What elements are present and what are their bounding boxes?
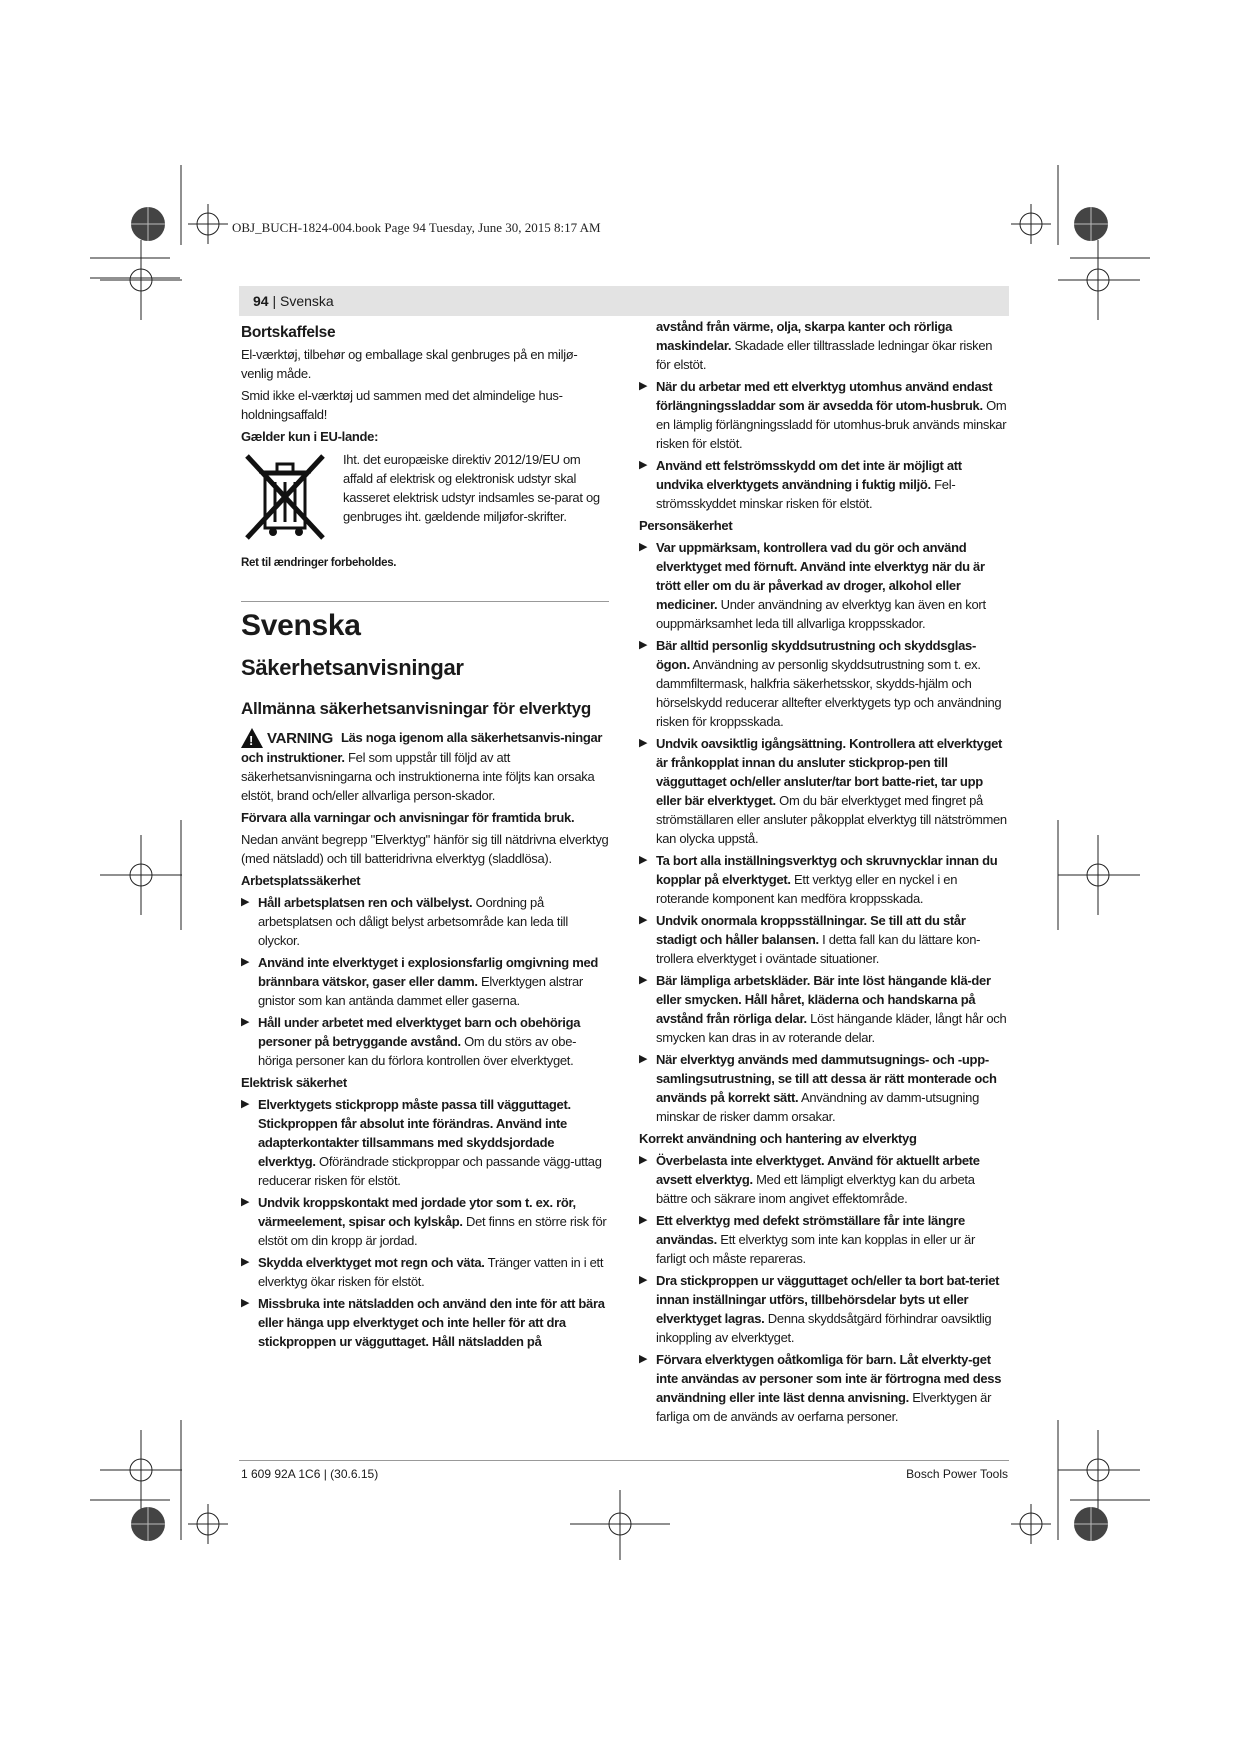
item-text: Användning av personlig skyddsutrustning som t. ex. dammfiltermask, halkfria säkerhetsskor, skydds-hjälm och hörselskydd reducerar alltefter elverktygets typ och användning risken för kroppsskada. [656, 657, 1002, 729]
korrekt-list [639, 1151, 1007, 1426]
item-bold: Håll under arbetet med elverktyget barn och obehöriga personer på betryggande avstånd. [258, 1015, 581, 1049]
paragraph: Smid ikke el-værktøj ud sammen med det almindelige hus-holdningsaffald! [241, 388, 563, 422]
elektrisk2-list [639, 377, 1007, 513]
page-header-bar [239, 286, 1009, 316]
item-text: Löst hängande kläder, långt hår och smycken kan dras in av roterande delar. [656, 1011, 1007, 1045]
left-column [241, 323, 609, 1354]
bullet-arrow-icon: ▶ [241, 1297, 250, 1309]
item-bold: Undvik kroppskontakt med jordade ytor som t. ex. rör, värmeelement, spisar och kylskåp. [258, 1195, 576, 1229]
bullet-arrow-icon: ▶ [639, 1274, 648, 1286]
bullet-arrow-icon: ▶ [639, 459, 648, 471]
item-bold: Använd inte elverktyget i explosionsfarlig omgivning med brännbara vätskor, gaser eller damm. [258, 955, 599, 989]
footer-brand: Bosch Power Tools [906, 1467, 1008, 1481]
weee-text: Iht. det europæiske direktiv 2012/19/EU om affald af elektrisk og elektronisk udstyr skal kasseret elektrisk udstyr indsamles se-parat og genbruges iht. gældende miljøfor-skrifter. [343, 452, 600, 524]
item-bold: Missbruka inte nätsladden och använd den inte för att bära eller hänga upp elverktyget och inte heller för att dra stickproppen ur vägguttaget. Håll nätsladden på [258, 1296, 605, 1349]
bullet-arrow-icon: ▶ [639, 914, 648, 926]
item-text: Fel-strömsskyddet minskar risken för elstöt. [656, 477, 956, 511]
item-text: Användning av damm-utsugning minskar de risker damm orsakar. [656, 1090, 980, 1124]
list-item [639, 636, 1007, 731]
item-bold: Skydda elverktyget mot regn och väta. [258, 1255, 485, 1270]
item-bold: Ett elverktyg med defekt strömställare får inte längre användas. [656, 1213, 965, 1247]
item-text: Oordning på arbetsplatsen och dåligt belyst arbetsområde kan leda till olyckor. [258, 895, 568, 948]
list-item [241, 953, 609, 1010]
item-bold: När elverktyg används med dammutsugnings- och -upp-samlingsutrustning, se till att dessa är rätt monterade och används på korrekt sätt. [656, 1052, 997, 1105]
bullet-arrow-icon: ▶ [241, 896, 250, 908]
item-text: Denna skyddsåtgärd förhindrar oavsiktlig inkoppling av elverktyget. [656, 1311, 992, 1345]
svenska-heading: Svenska [241, 609, 361, 642]
list-item [639, 1050, 1007, 1126]
list-item [241, 893, 609, 950]
warning-label: VARNING [267, 729, 333, 747]
list-item [241, 1013, 609, 1070]
list-item [639, 911, 1007, 968]
list-item [241, 1193, 609, 1250]
list-item [639, 1211, 1007, 1268]
warning-paragraph [241, 728, 609, 805]
item-bold: Bär alltid personlig skyddsutrustning och skyddsglas-ögon. [656, 638, 976, 672]
item-text: Elverktygen är farliga om de används av oerfarna personer. [656, 1390, 992, 1424]
list-item [639, 734, 1007, 848]
item-text: Om en lämplig förlängningssladd för utomhus-bruk används minskar risken för elstöt. [656, 398, 1007, 451]
item-text: Om du bär elverktyget med fingret på strömställaren eller ansluter påkopplat elverktyg till nätströmmen kan olycka uppstå. [656, 793, 1007, 846]
bullet-arrow-icon: ▶ [639, 1053, 648, 1065]
item-bold: Förvara elverktygen oåtkomliga för barn. Låt elverkty-get inte användas av personer som inte är förtrogna med dess användning eller inte läst denna anvisning. [656, 1352, 1002, 1405]
bortskaffelse-heading: Bortskaffelse [241, 324, 336, 341]
list-item [639, 1350, 1007, 1426]
list-item [639, 538, 1007, 633]
crossed-bin-icon [241, 450, 331, 542]
item-bold: Bär lämpliga arbetskläder. Bär inte löst hängande klä-der eller smycken. Håll håret, kläderna och handskarna på avstånd från rörliga delar. [656, 973, 991, 1026]
item-bold: Elverktygets stickpropp måste passa till vägguttaget. Stickproppen får absolut inte förändras. Använd inte adapterkontakter tillsammans med skyddsjordade elverktyg. [258, 1097, 571, 1169]
item-bold: Undvik oavsiktlig igångsättning. Kontrollera att elverktyget är frånkopplat innan du ansluter stickprop-pen till vägguttaget och/eller ansluter/tar bort batte-riet, tar upp eller bär elverktyget. [656, 736, 1003, 808]
item-text: Elverktygen alstrar gnistor som kan antända dammet eller gaserna. [258, 974, 583, 1008]
person-list [639, 538, 1007, 1126]
list-item [241, 1253, 609, 1291]
person-heading: Personsäkerhet [639, 518, 733, 533]
forvara-note: Förvara alla varningar och anvisningar för framtida bruk. [241, 810, 575, 825]
elektrisk-list [241, 1095, 609, 1351]
section-divider [241, 601, 609, 602]
changes-note: Ret til ændringer forbeholdes. [241, 557, 397, 569]
bullet-arrow-icon: ▶ [639, 1154, 648, 1166]
item-text: Under användning av elverktyg kan även en kort ouppmärksamhet leda till allvarliga kroppsskador. [656, 597, 986, 631]
header-section: Svenska [280, 293, 334, 309]
footer-doc-number: 1 609 92A 1C6 | (30.6.15) [241, 1467, 379, 1481]
item-text: I detta fall kan du lättare kon-trollera elverktyget i oväntade situationer. [656, 932, 981, 966]
paragraph: El-værktøj, tilbehør og emballage skal genbruges på en miljø-venlig måde. [241, 347, 578, 381]
warning-bold: Läs noga igenom alla säkerhetsanvis-ningar och instruktioner. [241, 730, 603, 765]
list-item [639, 851, 1007, 908]
item-bold: Ta bort alla inställningsverktyg och skruvnycklar innan du kopplar på elverktyget. [656, 853, 998, 887]
item-text: Med ett lämpligt elverktyg kan du arbeta bättre och säkrare inom angivet effektområde. [656, 1172, 975, 1206]
bullet-arrow-icon: ▶ [639, 974, 648, 986]
allmanna-heading: Allmänna säkerhetsanvisningar för elverktyg [241, 699, 591, 718]
right-column [639, 317, 1007, 1429]
korrekt-heading: Korrekt användning och hantering av elverktyg [639, 1131, 917, 1146]
item-text: Ett elverktyg som inte kan kopplas in eller ur är farligt och måste repareras. [656, 1232, 976, 1266]
bullet-arrow-icon: ▶ [241, 956, 250, 968]
sakerhet-heading: Säkerhetsanvisningar [241, 655, 464, 680]
bullet-arrow-icon: ▶ [639, 541, 648, 553]
item-text: Tränger vatten in i ett elverktyg ökar risken för elstöt. [258, 1255, 604, 1289]
item-bold: Håll arbetsplatsen ren och välbelyst. [258, 895, 473, 910]
item-text: Ett verktyg eller en nyckel i en roterande komponent kan medföra kroppsskada. [656, 872, 958, 906]
weee-block [241, 450, 609, 542]
continued-text: Skadade eller tilltrasslade ledningar ökar risken för elstöt. [656, 338, 993, 372]
warning-badge [241, 728, 333, 748]
list-item [639, 1151, 1007, 1208]
page-number: 94 [253, 293, 269, 309]
list-item [639, 971, 1007, 1047]
print-header-line: OBJ_BUCH-1824-004.book Page 94 Tuesday, June 30, 2015 8:17 AM [232, 220, 601, 235]
bullet-arrow-icon: ▶ [639, 1353, 648, 1365]
elektrisk-heading: Elektrisk säkerhet [241, 1075, 347, 1090]
bullet-arrow-icon: ▶ [241, 1016, 250, 1028]
continued-bold: avstånd från värme, olja, skarpa kanter och rörliga maskindelar. [656, 319, 953, 353]
list-item [241, 1095, 609, 1190]
bullet-arrow-icon: ▶ [241, 1098, 250, 1110]
header-separator: | [268, 293, 280, 309]
bullet-arrow-icon: ▶ [639, 1214, 648, 1226]
footer-rule [239, 1460, 1009, 1461]
bullet-arrow-icon: ▶ [639, 380, 648, 392]
item-bold: När du arbetar med ett elverktyg utomhus använd endast förlängningssladdar som är avsedda för utom-husbruk. [656, 379, 993, 413]
list-item [639, 1271, 1007, 1347]
arbetsplats-list [241, 893, 609, 1070]
item-text: Oförändrade stickproppar och passande vägg-uttag reducerar risken för elstöt. [258, 1154, 602, 1188]
continued-paragraph [639, 317, 1007, 374]
item-bold: Undvik onormala kroppsställningar. Se till att du står stadigt och håller balansen. [656, 913, 966, 947]
list-item [639, 456, 1007, 513]
item-text: Det finns en större risk för elstöt om din kropp är jordad. [258, 1214, 607, 1248]
list-item [241, 1294, 609, 1351]
paragraph: Nedan använt begrepp "Elverktyg" hänför sig till nätdrivna elverktyg (med nätsladd) och till batteridrivna elverktyg (sladdlösa). [241, 832, 609, 866]
arbetsplats-heading: Arbetsplatssäkerhet [241, 873, 361, 888]
bullet-arrow-icon: ▶ [639, 639, 648, 651]
bullet-arrow-icon: ▶ [241, 1256, 250, 1268]
warning-triangle-icon: ! [241, 728, 263, 748]
item-bold: Dra stickproppen ur vägguttaget och/eller ta bort bat-teriet innan inställningar utförs, tillbehörsdelar byts ut eller elverktyget lagras. [656, 1273, 1000, 1326]
warning-rest: Fel som uppstår till följd av att säkerhetsanvisningarna och instruktionerna inte följts kan orsaka elstöt, brand och/eller allvarliga person-skador. [241, 750, 595, 803]
bullet-arrow-icon: ▶ [241, 1196, 250, 1208]
bullet-arrow-icon: ▶ [639, 854, 648, 866]
list-item [639, 377, 1007, 453]
item-bold: Överbelasta inte elverktyget. Använd för aktuellt arbete avsett elverktyg. [656, 1153, 980, 1187]
item-text: Om du störs av obe-höriga personer kan du förlora kontrollen över elverktyget. [258, 1034, 577, 1068]
bullet-arrow-icon: ▶ [639, 737, 648, 749]
eu-heading: Gælder kun i EU-lande: [241, 429, 379, 444]
item-bold: Var uppmärksam, kontrollera vad du gör och använd elverktyget med förnuft. Använd inte elverktyg när du är trött eller om du är påverkad av droger, alkohol eller mediciner. [656, 540, 985, 612]
item-bold: Använd ett felströmsskydd om det inte är möjligt att undvika elverktygets användning i fuktig miljö. [656, 458, 962, 492]
